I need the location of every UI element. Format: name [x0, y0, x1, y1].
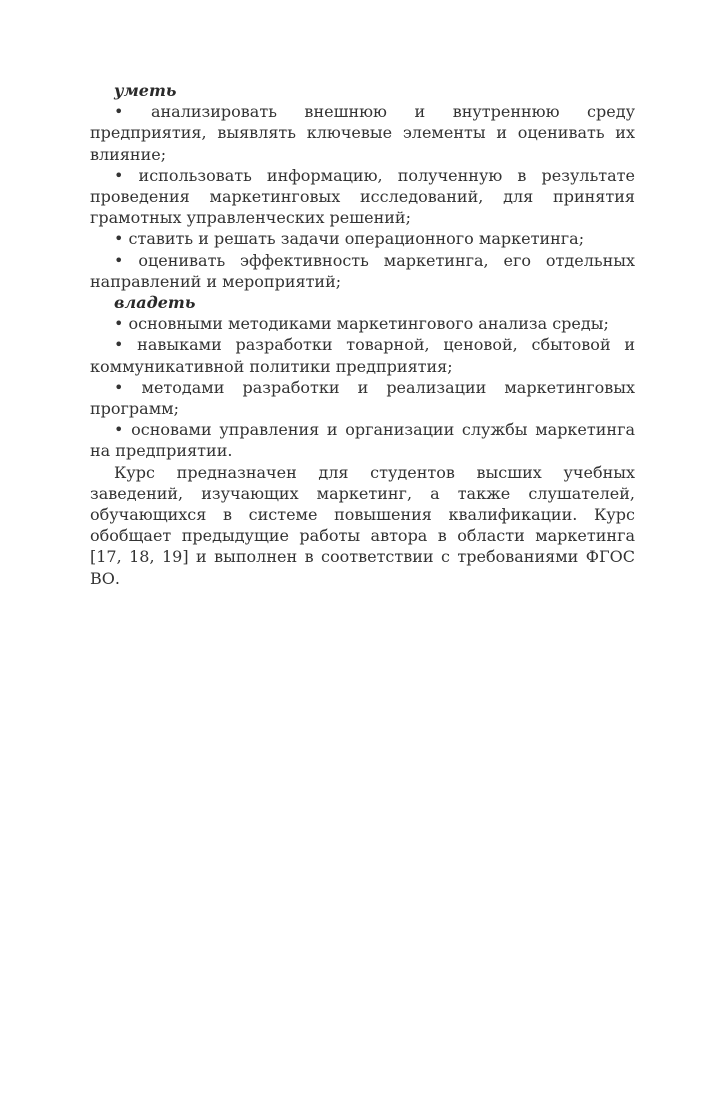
list-item: • ставить и решать задачи операционного маркетинга;: [114, 229, 585, 249]
list-item: • использовать информацию, полученную в результате проведения маркетинговых исследований, для принятия грамотных управленческих решений;: [90, 165, 635, 228]
list-item: • основами управления и организации службы маркетинга на предприятии.: [90, 420, 635, 461]
section-heading-umet: уметь: [114, 81, 177, 100]
list-item: • оценивать эффективность маркетинга, его отдельных направлений и мероприятий;: [90, 250, 635, 291]
list-item: • методами разработки и реализации маркетинговых программ;: [90, 377, 635, 419]
section-heading-vladet: владеть: [114, 293, 196, 313]
document-page: [90, 80, 635, 589]
list-item: • основными методиками маркетингового анализа среды;: [114, 314, 609, 334]
closing-paragraph: Курс предназначен для студентов высших учебных заведений, изучающих маркетинг, а также слушателей, обучающихся в системе повышения квалификации. Курс обобщает предыдущие работы автора в области маркетинга [17, 18, 19] и выполнен в соответствии с требованиями ФГОС ВО.: [90, 462, 635, 588]
list-item: • навыками разработки товарной, ценовой, сбытовой и коммуникативной политики предприятия;: [90, 335, 635, 376]
list-item: • анализировать внешнюю и внутреннюю среду предприятия, выявлять ключевые элементы и оценивать их влияние;: [90, 102, 635, 164]
